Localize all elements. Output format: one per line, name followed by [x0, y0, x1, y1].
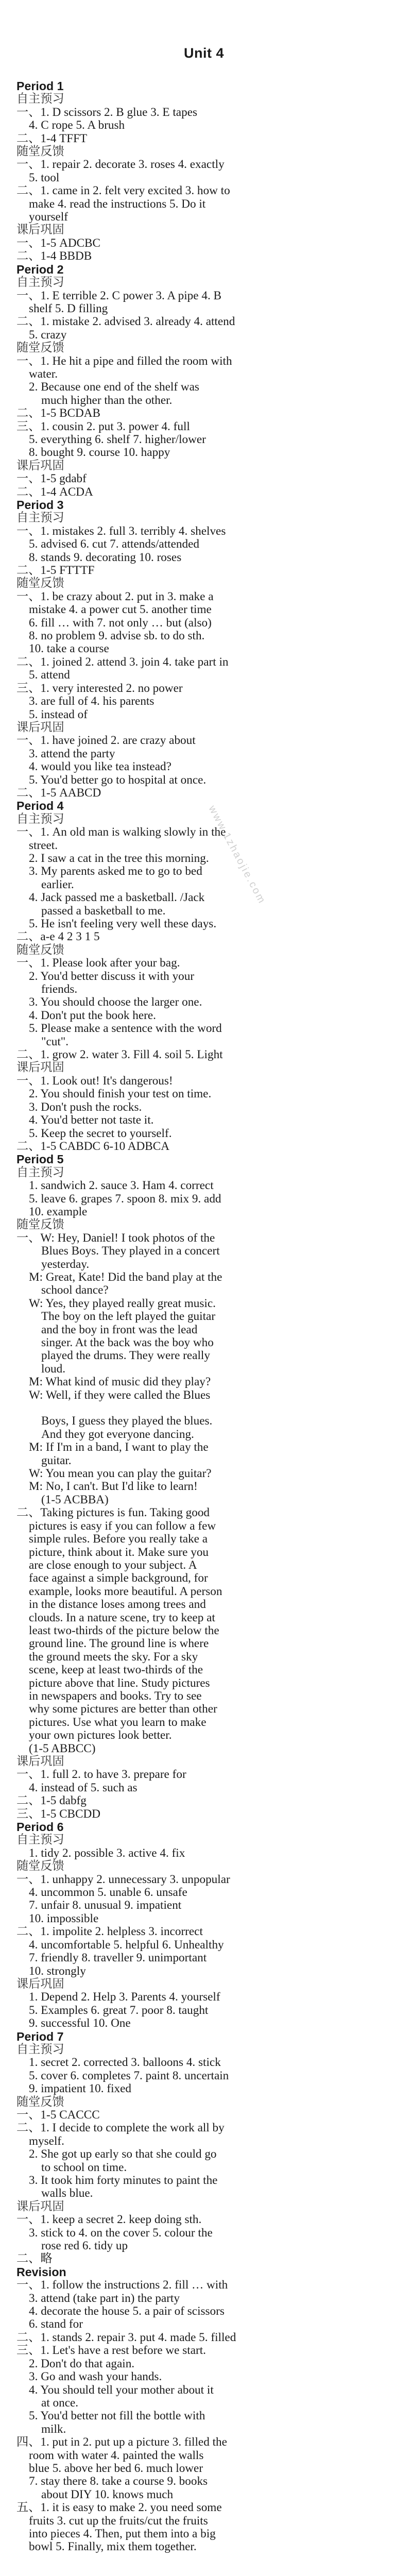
answer-line: 2. She got up early so that she could go: [29, 2147, 217, 2161]
answer-line: 4. Don't put the book here.: [29, 1008, 156, 1022]
answer-line: mistake 4. a power cut 5. another time: [29, 603, 212, 617]
answer-line: 四、1. put in 2. put up a picture 3. filled the: [16, 2435, 227, 2449]
answer-line: 5. He isn't feeling very well these days.: [29, 917, 217, 930]
answer-line: 3. are full of 4. his parents: [29, 694, 154, 708]
answer-line: 三、1. cousin 2. put 3. power 4. full: [16, 419, 190, 433]
answer-line: clouds. In a nature scene, try to keep at: [29, 1611, 215, 1624]
page-title: Unit 4: [183, 45, 224, 61]
answer-line: 一、1. be crazy about 2. put in 3. make a: [16, 589, 214, 603]
answer-line: 9. impatient 10. fixed: [29, 2082, 131, 2096]
answer-line: 4. You'd better not taste it.: [29, 1113, 154, 1127]
answer-line: in newspapers and books. Try to see: [29, 1689, 202, 1703]
answer-line: 一、1. mistakes 2. full 3. terribly 4. shelves: [16, 524, 226, 538]
answer-line: played the drums. They were really: [41, 1349, 210, 1363]
answer-line: 一、1. keep a secret 2. keep doing sth.: [16, 2213, 202, 2227]
answer-line: 8. stands 9. decorating 10. roses: [29, 550, 182, 564]
answer-line: 一、1. repair 2. decorate 3. roses 4. exactly: [16, 158, 225, 172]
answer-line: pictures. Use what you learn to make: [29, 1715, 207, 1729]
answer-line: guitar.: [41, 1453, 72, 1467]
answer-line: picture, think about it. Make sure you: [29, 1545, 209, 1559]
section-label: 随堂反馈: [16, 2095, 64, 2109]
answer-line: 10. strongly: [29, 1964, 86, 1978]
answer-line: example, looks more beautiful. A person: [29, 1584, 222, 1598]
answer-line: 7. stay there 8. take a course 9. books: [29, 2475, 208, 2488]
answer-line: room with water 4. painted the walls: [29, 2448, 204, 2462]
answer-line: pictures is easy if you can follow a few: [29, 1519, 216, 1533]
answer-line: at once.: [41, 2396, 79, 2410]
answer-line: friends.: [41, 982, 78, 996]
answer-line: 5. Please make a sentence with the word: [29, 1022, 222, 1036]
answer-line: 8. no problem 9. advise sb. to do sth.: [29, 629, 205, 643]
answer-line: Blues Boys. They played in a concert: [41, 1244, 220, 1258]
answer-line: 7. friendly 8. traveller 9. unimportant: [29, 1951, 207, 1965]
answer-line: 二、1-4 BBDB: [16, 249, 92, 263]
answer-line: 3. My parents asked me to go to bed: [29, 865, 202, 878]
answer-line: 6. fill … with 7. not only … but (also): [29, 616, 212, 630]
period-heading: Period 2: [16, 262, 64, 276]
answer-line: 一、1. He hit a pipe and filled the room with: [16, 354, 232, 368]
answer-line: 4. Jack passed me a basketball. /Jack: [29, 891, 205, 905]
answer-line: least two-thirds of the picture below the: [29, 1623, 219, 1637]
answer-line: 5. crazy: [29, 328, 67, 342]
answer-line: 2. You'd better discuss it with your: [29, 969, 195, 983]
section-label: 自主预习: [16, 2042, 64, 2056]
answer-line: 1. Depend 2. Help 3. Parents 4. yourself: [29, 1990, 220, 2004]
answer-line: 8. bought 9. course 10. happy: [29, 446, 170, 460]
answer-line: 三、1. very interested 2. no power: [16, 681, 183, 695]
section-label: 课后巩固: [16, 223, 64, 237]
answer-line: 3. It took him forty minutes to paint the: [29, 2174, 218, 2187]
answer-line: 4. decorate the house 5. a pair of scissors: [29, 2304, 225, 2318]
answer-line: into pieces 4. Then, put them into a big: [29, 2527, 216, 2540]
answer-line: (1-5 ABBCC): [29, 1741, 96, 1755]
answer-line: "cut".: [41, 1035, 69, 1048]
answer-line: school dance?: [41, 1283, 109, 1297]
answer-line: M: Great, Kate! Did the band play at the: [29, 1270, 222, 1284]
answer-line: water.: [29, 367, 58, 381]
section-label: 课后巩固: [16, 1755, 64, 1768]
answer-line: 二、1. stands 2. repair 3. put 4. made 5. filled: [16, 2330, 236, 2344]
section-label: 自主预习: [16, 276, 64, 290]
period-heading: Period 4: [16, 799, 64, 813]
answer-line: 1. secret 2. corrected 3. balloons 4. stick: [29, 2056, 221, 2070]
answer-line: 五、1. it is easy to make 2. you need some: [16, 2501, 222, 2515]
answer-line: 二、1. impolite 2. helpless 3. incorrect: [16, 1925, 203, 1939]
answer-line: 10. take a course: [29, 642, 109, 656]
answer-line: 二、1-5 dabfg: [16, 1794, 87, 1808]
answer-line: face against a simple background, for: [29, 1571, 208, 1585]
answer-line: 4. You should tell your mother about it: [29, 2383, 214, 2397]
answer-line: 3. Go and wash your hands.: [29, 2370, 162, 2384]
answer-line: 7. unfair 8. unusual 9. impatient: [29, 1899, 182, 1912]
answer-line: street.: [29, 838, 58, 852]
section-label: 随堂反馈: [16, 943, 64, 957]
answer-line: walls blue.: [41, 2187, 93, 2200]
answer-line: 9. successful 10. One: [29, 2016, 131, 2030]
answer-line: singer. At the back was the boy who: [41, 1336, 214, 1349]
answer-line: 3. attend the party: [29, 747, 115, 760]
answer-line: 5. cover 6. completes 7. paint 8. uncertain: [29, 2069, 229, 2082]
section-label: 随堂反馈: [16, 145, 64, 159]
answer-line: yourself: [29, 210, 68, 224]
answer-line: [16, 1402, 391, 1415]
answer-line: scene, keep at least two-thirds of the: [29, 1663, 203, 1677]
answer-line: W: Well, if they were called the Blues: [29, 1388, 211, 1402]
answer-line: 一、1. Please look after your bag.: [16, 956, 180, 970]
answer-line: 1. tidy 2. possible 3. active 4. fix: [29, 1846, 185, 1860]
section-label: 自主预习: [16, 1833, 64, 1847]
answer-line: 一、1-5 gdabf: [16, 472, 87, 486]
answer-line: 一、1. unhappy 2. unnecessary 3. unpopular: [16, 1872, 230, 1886]
answer-line: 4. would you like tea instead?: [29, 760, 171, 774]
answer-line: simple rules. Before you really take a: [29, 1532, 208, 1546]
answer-line: picture above that line. Study pictures: [29, 1676, 210, 1690]
answer-line: 二、Taking pictures is fun. Taking good: [16, 1506, 210, 1520]
answer-line: M: What kind of music did they play?: [29, 1375, 211, 1389]
answer-line: 4. uncomfortable 5. helpful 6. Unhealthy: [29, 1938, 224, 1952]
answer-line: 一、1. have joined 2. are crazy about: [16, 734, 196, 748]
answer-line: 3. Don't push the rocks.: [29, 1100, 142, 1114]
section-label: 课后巩固: [16, 2199, 64, 2213]
answer-line: 二、1. I decide to complete the work all by: [16, 2121, 225, 2135]
answer-line: 5. everything 6. shelf 7. higher/lower: [29, 432, 206, 446]
period-heading: Period 3: [16, 498, 64, 512]
answer-line: 一、1. E terrible 2. C power 3. A pipe 4. B: [16, 289, 222, 302]
answer-line: 5. instead of: [29, 707, 88, 721]
answer-line: in the distance loses among trees and: [29, 1598, 206, 1612]
answer-line: ground line. The ground line is where: [29, 1637, 209, 1651]
answer-line: 一、1. full 2. to have 3. prepare for: [16, 1768, 186, 1782]
answer-line: blue 5. above her bed 6. much lower: [29, 2461, 203, 2475]
answer-line: 5. leave 6. grapes 7. spoon 8. mix 9. add: [29, 1192, 221, 1206]
answer-line: 一、1. follow the instructions 2. fill … with: [16, 2278, 228, 2292]
answer-line: 一、W: Hey, Daniel! I took photos of the: [16, 1231, 215, 1245]
answer-line: fruits 3. cut up the fruits/cut the fruits: [29, 2514, 208, 2528]
section-label: 自主预习: [16, 511, 64, 525]
answer-line: make 4. read the instructions 5. Do it: [29, 197, 206, 211]
answer-line: 二、1. grow 2. water 3. Fill 4. soil 5. Light: [16, 1048, 223, 1062]
watermark: www.1zhaojie.com: [206, 804, 268, 906]
answer-line: shelf 5. D filling: [29, 301, 108, 315]
answer-line: 一、1. An old man is walking slowly in the: [16, 825, 226, 839]
section-label: 随堂反馈: [16, 577, 64, 590]
answer-line: 5. tool: [29, 171, 60, 184]
section-label: 课后巩固: [16, 1977, 64, 1991]
answer-line: 一、1. D scissors 2. B glue 3. E tapes: [16, 105, 198, 119]
section-label: 课后巩固: [16, 459, 64, 472]
answer-line: 二、a-e 4 2 3 1 5: [16, 930, 100, 944]
answer-line: 10. example: [29, 1205, 88, 1218]
answer-line: 5. You'd better go to hospital at once.: [29, 773, 207, 787]
answer-line: 1. sandwich 2. sauce 3. Ham 4. correct: [29, 1179, 214, 1193]
answer-content: [16, 80, 391, 2554]
answer-line: (1-5 ACBBA): [41, 1493, 109, 1506]
answer-line: 一、1-5 CACCC: [16, 2108, 100, 2122]
answer-line: Boys, I guess they played the blues.: [41, 1414, 213, 1428]
answer-line: your own pictures look better.: [29, 1728, 172, 1742]
section-label: 随堂反馈: [16, 341, 64, 355]
answer-line: passed a basketball to me.: [41, 904, 166, 918]
answer-line: milk.: [41, 2422, 66, 2436]
answer-line: 5. Examples 6. great 7. poor 8. taught: [29, 2003, 209, 2017]
answer-line: 一、1. Look out! It's dangerous!: [16, 1074, 173, 1088]
section-label: 随堂反馈: [16, 1859, 64, 1873]
answer-line: W: You mean you can play the guitar?: [29, 1467, 212, 1481]
answer-line: bowl 5. Finally, mix them together.: [29, 2540, 197, 2554]
answer-line: earlier.: [41, 877, 74, 891]
answer-line: 二、1. mistake 2. advised 3. already 4. attend: [16, 315, 235, 329]
answer-line: 二、略: [16, 2252, 53, 2266]
answer-line: myself.: [29, 2134, 64, 2148]
period-heading: Revision: [16, 2265, 66, 2279]
period-heading: Period 5: [16, 1153, 64, 1166]
answer-line: 4. C rope 5. A brush: [29, 118, 125, 132]
answer-line: 5. Keep the secret to yourself.: [29, 1126, 172, 1140]
answer-line: are close enough to your subject. A: [29, 1558, 197, 1572]
answer-line: M: If I'm in a band, I want to play the: [29, 1440, 209, 1454]
answer-line: 5. attend: [29, 668, 70, 682]
answer-line: M: No, I can't. But I'd like to learn!: [29, 1480, 198, 1494]
answer-line: 4. instead of 5. such as: [29, 1781, 138, 1794]
answer-line: 三、1-5 CBCDD: [16, 1807, 100, 1821]
period-heading: Period 7: [16, 2029, 64, 2043]
answer-line: 6. stand for: [29, 2317, 83, 2331]
answer-line: 二、1-5 CABDC 6-10 ADBCA: [16, 1139, 169, 1153]
answer-line: W: Yes, they played really great music.: [29, 1296, 216, 1310]
section-label: 自主预习: [16, 1165, 64, 1179]
section-label: 自主预习: [16, 92, 64, 106]
answer-line: 三、1. Let's have a rest before we start.: [16, 2344, 206, 2358]
answer-line: 2. Because one end of the shelf was: [29, 380, 199, 394]
answer-line: 二、1-4 TFFT: [16, 131, 88, 145]
answer-line: The boy on the left played the guitar: [41, 1310, 216, 1324]
answer-line: to school on time.: [41, 2160, 127, 2174]
section-label: 自主预习: [16, 812, 64, 826]
section-label: 课后巩固: [16, 720, 64, 734]
answer-line: yesterday.: [41, 1257, 90, 1271]
answer-line: 3. You should choose the larger one.: [29, 995, 202, 1009]
section-label: 课后巩固: [16, 1061, 64, 1075]
answer-line: 3. attend (take part in) the party: [29, 2291, 180, 2305]
answer-line: 4. uncommon 5. unable 6. unsafe: [29, 1886, 187, 1900]
answer-line: 二、1. came in 2. felt very excited 3. how to: [16, 184, 230, 198]
period-heading: Period 1: [16, 79, 64, 93]
answer-line: 10. impossible: [29, 1911, 99, 1925]
answer-line: 5. You'd better not fill the bottle with: [29, 2409, 205, 2423]
answer-line: why some pictures are better than other: [29, 1702, 217, 1716]
answer-line: loud.: [41, 1362, 66, 1376]
answer-line: 2. I saw a cat in the tree this morning.: [29, 851, 209, 865]
answer-line: much higher than the other.: [41, 393, 173, 407]
answer-line: 2. You should finish your test on time.: [29, 1087, 212, 1101]
period-heading: Period 6: [16, 1820, 64, 1834]
answer-line: about DIY 10. knows much: [41, 2487, 174, 2501]
answer-line: 二、1-4 ACDA: [16, 485, 93, 499]
answer-line: And they got everyone dancing.: [41, 1427, 194, 1441]
answer-line: 一、1-5 ADCBC: [16, 236, 100, 250]
answer-line: 2. Don't do that again.: [29, 2357, 135, 2370]
answer-line: 二、1-5 AABCD: [16, 786, 101, 800]
answer-line: 二、1. joined 2. attend 3. join 4. take part in: [16, 655, 229, 669]
answer-line: rose red 6. tidy up: [41, 2239, 128, 2253]
answer-line: 二、1-5 FTTTF: [16, 564, 95, 578]
answer-line: 3. stick to 4. on the cover 5. colour the: [29, 2226, 213, 2240]
answer-line: 5. advised 6. cut 7. attends/attended: [29, 537, 199, 551]
answer-line: the ground meets the sky. For a sky: [29, 1650, 198, 1664]
section-label: 随堂反馈: [16, 1218, 64, 1232]
answer-line: and the boy in front was the lead: [41, 1323, 198, 1336]
answer-line: 二、1-5 BCDAB: [16, 406, 100, 420]
